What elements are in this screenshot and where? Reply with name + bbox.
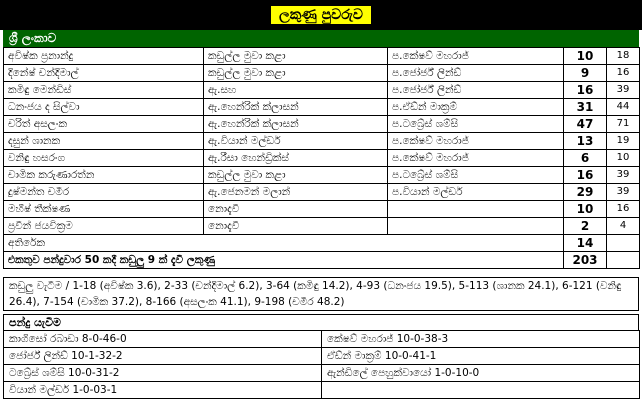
runs: 9 — [564, 65, 607, 82]
total-value: 203 — [564, 252, 607, 269]
bowler-figures: ඒඩ්න් මාක්‍රම් 10-0-41-1 — [322, 348, 640, 365]
balls: 4 — [607, 218, 640, 235]
bowler-name: ප.ටබ්‍රේස් ශම්සි — [388, 116, 564, 133]
bowler-figures: ජෝර්ජ් ලින්ඩ් 10-1-32-2 — [4, 348, 322, 365]
batsman-name: චරිත් අසලංක — [4, 116, 204, 133]
dismissal: කඩුල්ල මුවා කළා — [204, 48, 388, 65]
runs: 47 — [564, 116, 607, 133]
bowler-figures — [322, 382, 640, 399]
bowler-name: ප.කේෂව් මහරාජ් — [388, 133, 564, 150]
total-row — [4, 252, 640, 269]
balls: 39 — [607, 82, 640, 99]
batsman-name: දුෂ්මන්ත චමීර — [4, 184, 204, 201]
batsman-name: කමිඳු මෙන්ඩිස් — [4, 82, 204, 99]
batting-table — [3, 47, 640, 269]
extras-row — [4, 235, 640, 252]
bowler-name: ප.ජෝර්ජ් ලින්ඩ් — [388, 82, 564, 99]
batting-row — [4, 82, 640, 99]
bowler-figures: කේෂව් මහරාජ් 10-0-38-3 — [322, 331, 640, 348]
bowling-heading: පන්දු යැවීම — [3, 314, 639, 331]
runs: 6 — [564, 150, 607, 167]
dismissal: ඇ.හෙන්රික් ක්ලාසන් — [204, 99, 388, 116]
fall-of-wickets: කඩුලු වැටීම / 1-18 (අවිෂ්ක 3.6), 2-33 (චන්දිමාල් 6.2), 3-64 (කමිඳු 14.2), 4-93 (ධනංජය 19.5), 5-113 (ශානක 24.1), 6-121 (වනිඳු 26.4), 7-154 (චාමික 37.2), 8-166 (අසලංක 41.1), 9-198 (චමීර 48.2) — [3, 277, 639, 311]
runs: 29 — [564, 184, 607, 201]
runs: 16 — [564, 167, 607, 184]
bowler-figures: ඇන්ඩිලේ පෙහුක්වායෝ 1-0-10-0 — [322, 365, 640, 382]
dismissal: ඇ.සහ — [204, 82, 388, 99]
runs: 13 — [564, 133, 607, 150]
runs: 16 — [564, 82, 607, 99]
balls: 16 — [607, 65, 640, 82]
batting-row — [4, 218, 640, 235]
bowler-name: ප.ජෝර්ජ් ලින්ඩ් — [388, 65, 564, 82]
balls: 10 — [607, 150, 640, 167]
title-bar — [0, 0, 642, 30]
batsman-name: මහීෂ් තීක්ෂණ — [4, 201, 204, 218]
batting-row — [4, 150, 640, 167]
bowler-name — [388, 201, 564, 218]
batsman-name: දසුන් ශානක — [4, 133, 204, 150]
scorecard-title: ලකුණු පුවරුව — [271, 6, 371, 24]
balls: 18 — [607, 48, 640, 65]
batting-row — [4, 99, 640, 116]
batsman-name: වනිඳු හසරංග — [4, 150, 204, 167]
batting-row — [4, 65, 640, 82]
bowler-name: ප.කේෂව් මහරාජ් — [388, 150, 564, 167]
bowler-name — [388, 218, 564, 235]
runs: 10 — [564, 48, 607, 65]
dismissal: ඇ.හෙන්රික් ක්ලාසන් — [204, 116, 388, 133]
empty-cell — [607, 252, 640, 269]
dismissal: නොදැවී — [204, 218, 388, 235]
balls: 19 — [607, 133, 640, 150]
bowling-row — [4, 365, 640, 382]
extras-label: අතිරේක — [4, 235, 564, 252]
bowler-name: ප.ටබ්‍රේස් ශම්සි — [388, 167, 564, 184]
balls: 71 — [607, 116, 640, 133]
dismissal: ඇ.රීසා හෙන්ඩ්‍රික්ස් — [204, 150, 388, 167]
runs: 2 — [564, 218, 607, 235]
bowler-name: ප.ඒඩ්න් මාක්‍රම් — [388, 99, 564, 116]
bowler-figures: කාගිසෝ රබාඩා 8-0-46-0 — [4, 331, 322, 348]
balls: 16 — [607, 201, 640, 218]
batting-row — [4, 116, 640, 133]
batting-row — [4, 184, 640, 201]
balls: 39 — [607, 167, 640, 184]
total-label: එකතුව පන්දුවාර 50 කදී කඩුලු 9 ක් දැවී ලකුණු — [4, 252, 564, 269]
dismissal: නොදැවී — [204, 201, 388, 218]
dismissal: ඇ.ජෙනමන් මලාන් — [204, 184, 388, 201]
bowling-row — [4, 348, 640, 365]
dismissal: ඇ.වියාන් මල්ඩර් — [204, 133, 388, 150]
extras-value: 14 — [564, 235, 607, 252]
balls: 39 — [607, 184, 640, 201]
bowler-figures: වියාන් මල්ඩර් 1-0-03-1 — [4, 382, 322, 399]
batsman-name: අවිෂ්ක ප්‍රනාන්දු — [4, 48, 204, 65]
batting-row — [4, 201, 640, 218]
batsman-name: දිනේෂ් චන්දිමාල් — [4, 65, 204, 82]
runs: 31 — [564, 99, 607, 116]
bowling-table — [3, 330, 640, 399]
bowler-name: ප.වියාන් මල්ඩර් — [388, 184, 564, 201]
bowling-row — [4, 331, 640, 348]
dismissal: කඩුල්ල මුවා කළා — [204, 167, 388, 184]
bowler-name: ප.කේෂව් මහරාජ් — [388, 48, 564, 65]
batting-row — [4, 167, 640, 184]
bowler-figures: ටබ්‍රේස් ශම්සි 10-0-31-2 — [4, 365, 322, 382]
bowling-row — [4, 382, 640, 399]
team-name: ශ්‍රී ලංකාව — [3, 30, 639, 47]
batting-row — [4, 48, 640, 65]
empty-cell — [607, 235, 640, 252]
runs: 10 — [564, 201, 607, 218]
batting-row — [4, 133, 640, 150]
batsman-name: චාමික කරුණාරත්න — [4, 167, 204, 184]
batsman-name: ධනංජය ද සිල්වා — [4, 99, 204, 116]
batsman-name: ප්‍රවීන් ජයවික්‍රම — [4, 218, 204, 235]
dismissal: කඩුල්ල මුවා කළා — [204, 65, 388, 82]
balls: 44 — [607, 99, 640, 116]
